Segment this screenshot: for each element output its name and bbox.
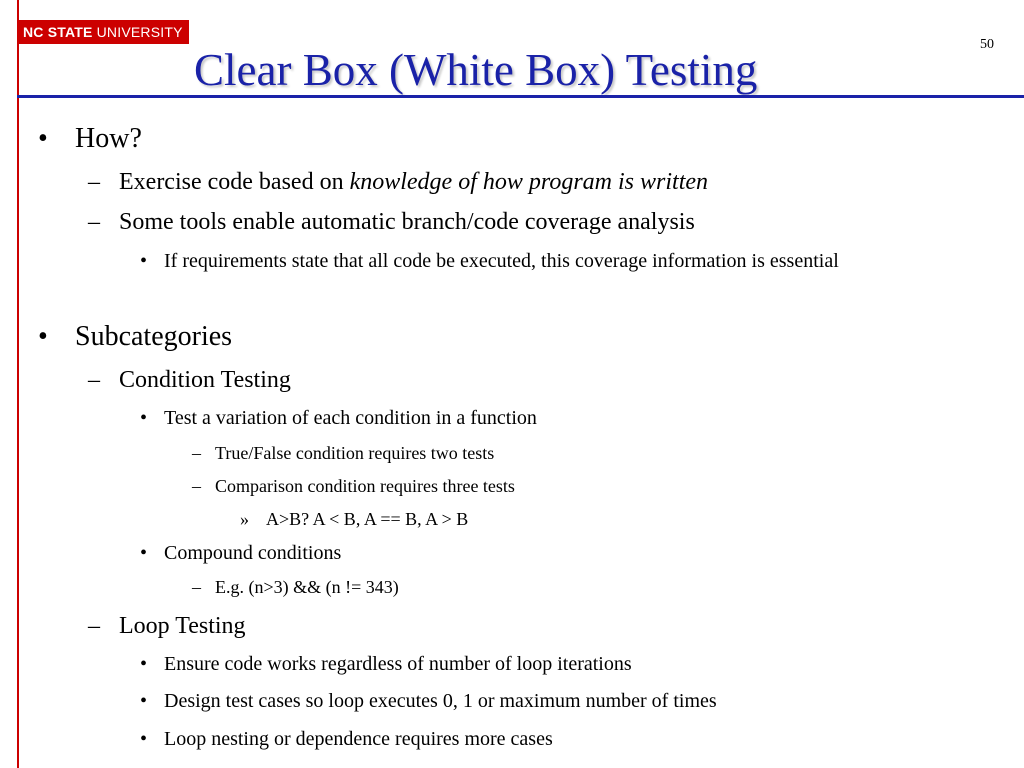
- bullet-ab-example: A>B? A < B, A == B, A > B: [266, 509, 469, 529]
- bullet-ensure: Ensure code works regardless of number of loop iterations: [164, 653, 632, 675]
- bullet-marker: •: [38, 123, 48, 154]
- bullet-marker: •: [140, 728, 148, 750]
- bullet-marker: •: [140, 690, 148, 712]
- dash-marker: –: [192, 476, 201, 496]
- dash-marker: –: [192, 577, 201, 597]
- left-red-rule: [17, 0, 19, 768]
- bullet-marker: •: [140, 407, 148, 429]
- title-divider: [17, 95, 1024, 98]
- bullet-test-variation: Test a variation of each condition in a function: [164, 407, 537, 429]
- page-number: 50: [980, 37, 994, 52]
- bullet-nesting: Loop nesting or dependence requires more cases: [164, 728, 553, 750]
- bullet-marker: •: [140, 542, 148, 564]
- bullet-marker: •: [140, 250, 148, 272]
- dash-marker: –: [192, 443, 201, 463]
- bullet-comparison: Comparison condition requires three tests: [215, 476, 515, 496]
- slide-title: Clear Box (White Box) Testing: [194, 45, 758, 95]
- bullet-loop-testing: Loop Testing: [119, 613, 246, 639]
- logo-bold-text: NC STATE: [23, 24, 93, 40]
- dash-marker: –: [88, 169, 100, 195]
- nc-state-university-logo: [17, 20, 189, 44]
- bullet-exercise-code: [119, 169, 708, 196]
- bullet-marker: •: [140, 653, 148, 675]
- bullet-how: How?: [75, 123, 142, 154]
- bullet-tools: Some tools enable automatic branch/code coverage analysis: [119, 209, 695, 235]
- bullet-compound: Compound conditions: [164, 542, 342, 564]
- bullet-condition-testing: Condition Testing: [119, 367, 291, 393]
- raquo-marker: »: [240, 509, 249, 529]
- bullet-requirements: If requirements state that all code be executed, this coverage information is essential: [164, 250, 839, 272]
- bullet-true-false: True/False condition requires two tests: [215, 443, 495, 463]
- logo-rest-text: UNIVERSITY: [92, 24, 183, 40]
- bullet-marker: •: [38, 321, 48, 352]
- exercise-text: Exercise code based on: [119, 169, 350, 195]
- bullet-design: Design test cases so loop executes 0, 1 or maximum number of times: [164, 690, 717, 712]
- bullet-eg: E.g. (n>3) && (n != 343): [215, 577, 399, 597]
- dash-marker: –: [88, 209, 100, 235]
- bullet-subcategories: Subcategories: [75, 321, 233, 352]
- dash-marker: –: [88, 367, 100, 393]
- exercise-italic-text: knowledge of how program is written: [349, 169, 709, 195]
- dash-marker: –: [88, 613, 100, 639]
